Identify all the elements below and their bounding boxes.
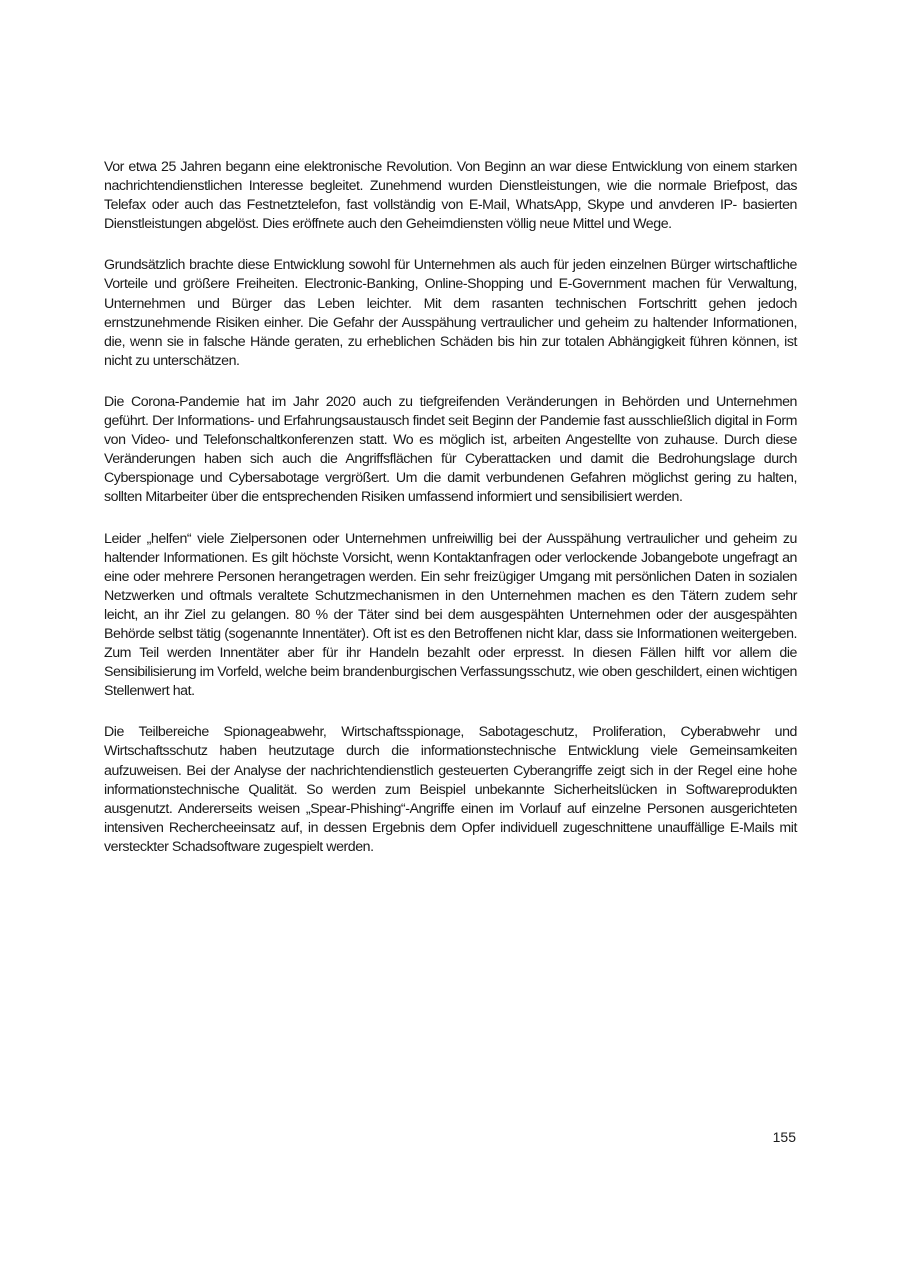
paragraph-2: Grundsätzlich brachte diese Entwicklung sowohl für Unternehmen als auch für jeden einzelnen Bürger wirtschaftliche Vorteile und größere Freiheiten. Electronic-Banking, Online-Shopping und E-Government machen für Verwaltung, Unternehmen und Bürger das Leben leichter. Mit dem rasanten technischen Fortschritt gehen jedoch ernstzunehmende Risiken einher. Die Gefahr der Ausspähung vertraulicher und geheim zu haltender Informationen, die, wenn sie in falsche Hände geraten, zu erheblichen Schäden bis hin zur totalen Abhängigkeit führen können, ist nicht zu unterschätzen.	[104, 257, 797, 369]
page-number: 155	[772, 1129, 796, 1145]
paragraph-5: Die Teilbereiche Spionageabwehr, Wirtschaftsspionage, Sabotageschutz, Proliferation, Cyberabwehr und Wirtschaftsschutz haben heutzutage durch die informationstechnische Entwicklung viele Gemeinsamkeiten aufzuweisen. Bei der Analyse der nachrichtendienstlich gesteuerten Cyberangriffe zeigt sich in der Regel eine hohe informationstechnische Qualität. So werden zum Beispiel unbekannte Sicherheitslücken in Softwareprodukten ausgenutzt. Andererseits weisen „Spear-Phishing“-Angriffe einen im Vorlauf auf einzelne Personen ausgerichteten intensiven Rechercheeinsatz auf, in dessen Ergebnis dem Opfer individuell zugeschnittene unauffällige E-Mails mit versteckter Schadsoftware zugespielt werden.	[104, 724, 797, 855]
paragraph-3: Die Corona-Pandemie hat im Jahr 2020 auch zu tiefgreifenden Veränderungen in Behörden und Unternehmen geführt. Der Informations- und Erfahrungsaustausch findet seit Beginn der Pandemie fast ausschließlich digital in Form von Video- und Telefonschaltkonferenzen statt. Wo es möglich ist, arbeiten Angestellte von zuhause. Durch diese Veränderungen haben sich auch die Angriffsflächen für Cyberattacken und damit die Bedrohungslage durch Cyberspionage und Cybersabotage vergrößert. Um die damit verbundenen Gefahren möglichst gering zu halten, sollten Mitarbeiter über die entsprechenden Risiken umfassend informiert und sensibilisiert werden.	[104, 393, 797, 506]
paragraph-1: Vor etwa 25 Jahren begann eine elektronische Revolution. Von Beginn an war diese Entwicklung von einem starken nachrichtendienstlichen Interesse begleitet. Zunehmend wurden Dienstleistungen, wie die normale Briefpost, das Telefax oder auch das Festnetztelefon, fast vollständig von E-Mail, WhatsApp, Skype und anvderen IP- basierten Dienstleistungen abgelöst. Dies eröffnete auch den Geheimdiensten völlig neue Mittel und Wege.	[104, 159, 797, 233]
body-text	[104, 158, 797, 879]
paragraph-4: Leider „helfen“ viele Zielpersonen oder Unternehmen unfreiwillig bei der Ausspähung vertraulicher und geheim zu haltender Informationen. Es gilt höchste Vorsicht, wenn Kontaktanfragen oder verlockende Jobangebote ungefragt an eine oder mehrere Personen herangetragen werden. Ein sehr freizügiger Umgang mit persönlichen Daten in sozialen Netzwerken und oftmals veraltete Schutzmechanismen in den Unternehmen machen es den Tätern zudem sehr leicht, an ihr Ziel zu gelangen. 80 % der Täter sind bei dem ausgespähten Unternehmen oder der ausgespähten Behörde selbst tätig (sogenannte Innentäter). Oft ist es den Betroffenen nicht klar, dass sie Informationen weitergeben. Zum Teil werden Innentäter aber für ihr Handeln bezahlt oder erpresst. In diesen Fällen hilft vor allem die Sensibilisierung im Vorfeld, welche beim brandenburgischen Verfassungsschutz, wie oben geschildert, einen wichtigen Stellenwert hat.	[104, 530, 797, 700]
